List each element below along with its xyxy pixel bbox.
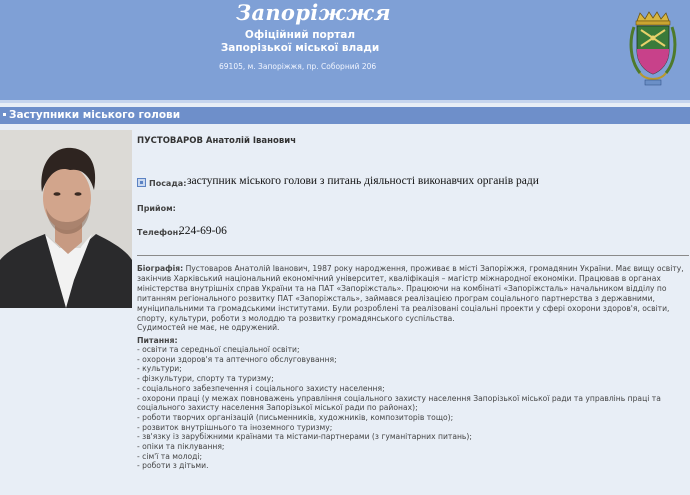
duties-title: Питання: bbox=[137, 336, 178, 345]
section-title: Заступники міського голови bbox=[9, 109, 181, 121]
portal-title: Офіційний портал bbox=[244, 29, 356, 41]
list-item: - освіти та середньої спеціальної освіти; bbox=[137, 345, 300, 354]
biography bbox=[137, 264, 689, 333]
list-item: - фізкультури, спорту та туризму; bbox=[137, 374, 274, 384]
site-header bbox=[0, 0, 690, 100]
list-item: - розвиток внутрішнього та іноземного туризму; bbox=[137, 422, 333, 432]
bio-text: Пустоваров Анатолій Іванович, 1987 року народження, проживає в місті Запоріжжя, громадянин України. Має вищу освіту, закінчив Харківський національний економічний університет, кваліфікація – магістр міжнародної економіки. Працював в органах міністерства внутрішніх справ України та на ПАТ «Запоріжсталь». Працюючи на комбінаті «Запоріжсталь» начальником відділу по питанням регіонального розвитку ПАТ «Запоріжсталь», займався реалізацією програм соціального партнерства з державними, муніципальними та громадськими інститутами. Були розроблені та реалізовані соціальні проекти у сфері охорони здоров'я, освіти, спорту, культури, роботи з молоддю та розвитку громадянського суспільства. bbox=[137, 264, 684, 323]
list-item: - сім'ї та молоді; bbox=[137, 451, 203, 461]
coat-of-arms-icon[interactable] bbox=[628, 11, 678, 89]
phone-label: Телефон: bbox=[137, 228, 182, 237]
list-item: - соціального забезпечення і соціального захисту населення; bbox=[137, 383, 385, 393]
list-item: - культури; bbox=[137, 364, 182, 374]
header-divider bbox=[0, 100, 690, 103]
list-item: - зв'язку із зарубіжними країнами та містами-партнерами (з гуманітарних питань); bbox=[137, 432, 472, 442]
phone-value: 224-69-06 bbox=[179, 225, 227, 237]
position-label: Посада: bbox=[149, 179, 187, 188]
portrait-image bbox=[0, 130, 132, 308]
duties-list bbox=[137, 345, 689, 471]
address: 69105, м. Запоріжжя, пр. Соборний 206 bbox=[219, 62, 377, 71]
list-item: - роботи з дітьми. bbox=[137, 461, 209, 471]
position-value: заступник міського голови з питань діяльності виконавчих органів ради bbox=[187, 175, 539, 187]
divider bbox=[137, 255, 689, 256]
portal-subtitle: Запорізької міської влади bbox=[220, 42, 380, 54]
list-item: - опіки та піклування; bbox=[137, 442, 225, 452]
expand-icon[interactable] bbox=[137, 178, 146, 187]
list-item: - охорони здоров'я та аптечного обслуговування; bbox=[137, 354, 337, 364]
section-header bbox=[0, 107, 690, 124]
bio-note: Судимостей не має, не одружений. bbox=[137, 323, 280, 333]
bio-label: Біографія: bbox=[137, 264, 184, 273]
person-name: ПУСТОВАРОВ Анатолій Іванович bbox=[137, 136, 297, 146]
site-name[interactable]: Запоріжжя bbox=[236, 0, 391, 25]
portrait-photo bbox=[0, 130, 132, 308]
list-item: - охорони праці (у межах повноважень управління соціального захисту населення Запорізької міської ради та управлінь праці та соціального захисту населення Запорізької міської ради по районах); bbox=[137, 393, 661, 413]
bullet-icon bbox=[3, 113, 6, 116]
reception-label: Прийом: bbox=[137, 204, 176, 213]
list-item: - роботи творчих організацій (письменників, художників, композиторів тощо); bbox=[137, 412, 454, 422]
